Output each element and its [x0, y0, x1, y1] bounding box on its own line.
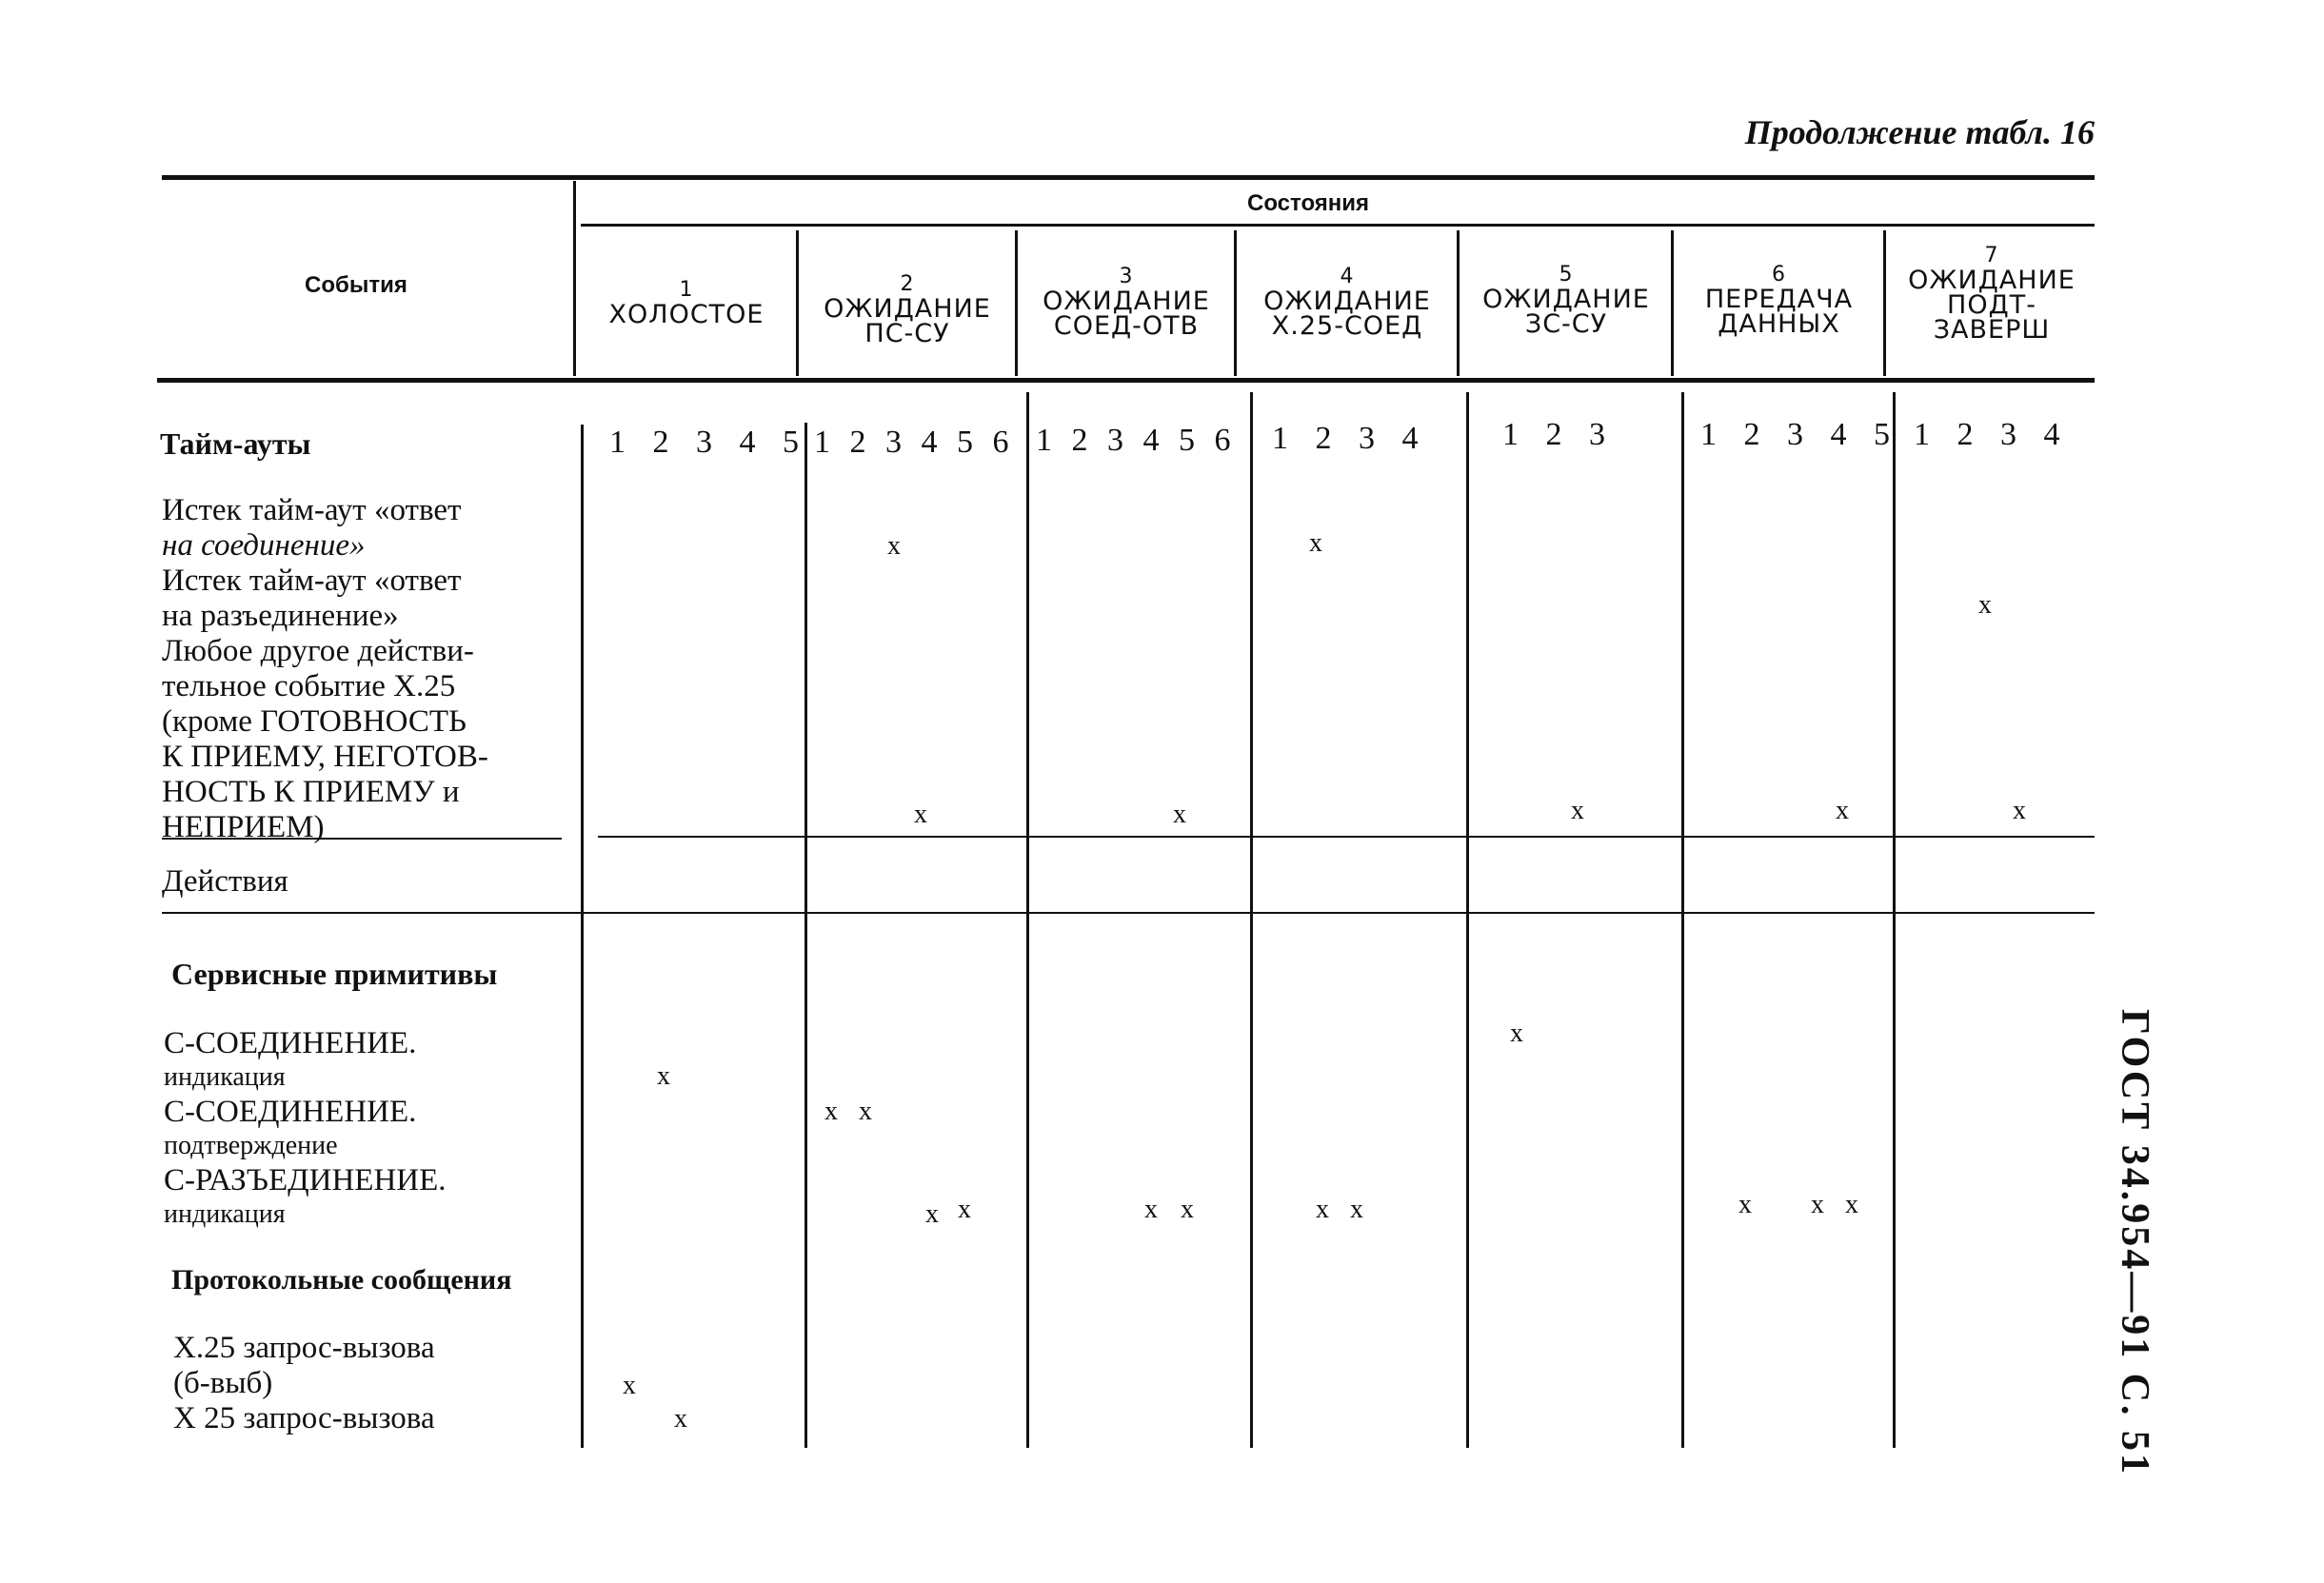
cell-mark: x — [958, 1195, 971, 1224]
states-rule — [581, 224, 2095, 227]
header-divider-2 — [796, 230, 799, 376]
state-5-subnumbers: 1 2 3 — [1502, 417, 1615, 452]
header-divider-5 — [1457, 230, 1460, 376]
state-name-line1: ОЖИДАНИЕ — [1482, 285, 1650, 314]
state-3-subnumbers: 1 2 3 4 5 6 — [1036, 423, 1237, 458]
cell-mark: x — [887, 531, 901, 561]
state-header-3 — [1021, 265, 1232, 339]
body-divider-4 — [1250, 392, 1253, 1448]
table-continuation-caption: Продолжение табл. 16 — [1744, 113, 2095, 151]
cell-mark: x — [1309, 528, 1322, 558]
state-4-subnumbers: 1 2 3 4 — [1272, 421, 1428, 456]
body-divider-5 — [1466, 392, 1469, 1448]
state-name-line2: ДАННЫХ — [1718, 309, 1840, 339]
state-number: 7 — [1984, 244, 1999, 267]
states-column-header: Состояния — [1247, 190, 1370, 216]
state-name-line2: ПС-СУ — [864, 319, 950, 348]
state-name-line1: ОЖИДАНИЕ — [824, 294, 991, 324]
state-name-line3: ЗАВЕРШ — [1933, 315, 2051, 345]
top-rule — [162, 175, 2095, 180]
state-name-line2: ПОДТ- — [1947, 290, 2036, 320]
state-number: 3 — [1119, 265, 1134, 288]
state-number: 1 — [679, 278, 694, 302]
event-text: К ПРИЕМУ, НЕГОТОВ- — [162, 740, 488, 774]
header-divider-7 — [1883, 230, 1886, 376]
event-text: С-РАЗЪЕДИНЕНИЕ. — [164, 1163, 447, 1197]
state-name-line1: ОЖИДАНИЕ — [1908, 266, 2076, 295]
event-text: Истек тайм-аут «ответ — [162, 564, 462, 598]
protocol-messages-section-title: Протокольные сообщения — [171, 1264, 512, 1296]
event-text: Истек тайм-аут «ответ — [162, 493, 462, 527]
header-divider-events — [573, 181, 576, 376]
timeout-response-connect-event — [162, 493, 571, 845]
body-divider-2 — [804, 423, 807, 1448]
cell-mark: x — [1144, 1195, 1158, 1224]
body-divider-7 — [1893, 392, 1896, 1448]
state-header-2 — [802, 272, 1013, 346]
event-text: НЕПРИЕМ) — [162, 810, 325, 844]
service-primitives-section-title: Сервисные примитивы — [171, 957, 498, 991]
event-text: подтверждение — [164, 1131, 338, 1160]
rule-after-actions — [162, 912, 2095, 914]
state-6-subnumbers: 1 2 3 4 5 — [1700, 417, 1899, 452]
event-text: Х 25 запрос-вызова — [173, 1401, 435, 1435]
cell-mark: x — [1316, 1195, 1329, 1224]
event-text: тельное событие Х.25 — [162, 669, 456, 703]
rule-before-actions-left — [162, 838, 562, 840]
header-divider-3 — [1015, 230, 1018, 376]
state-header-7 — [1889, 244, 2095, 343]
cell-mark: x — [1811, 1190, 1824, 1219]
cell-mark: x — [925, 1199, 939, 1229]
event-text: на соединение» — [162, 528, 366, 563]
state-number: 4 — [1340, 265, 1355, 288]
header-divider-6 — [1671, 230, 1674, 376]
state-name-line1: ОЖИДАНИЕ — [1043, 287, 1210, 316]
event-text: (б-выб) — [173, 1366, 273, 1400]
cell-mark: x — [824, 1097, 838, 1126]
body-divider-1 — [581, 425, 584, 1448]
cell-mark: x — [1978, 590, 1992, 620]
event-text: С-СОЕДИНЕНИЕ. — [164, 1026, 417, 1060]
cell-mark: x — [1738, 1190, 1752, 1219]
events-column-header: События — [305, 272, 407, 298]
event-text: Х.25 запрос-вызова — [173, 1331, 435, 1365]
state-number: 2 — [900, 272, 915, 296]
state-header-5 — [1462, 263, 1670, 337]
event-text: С-СОЕДИНЕНИЕ. — [164, 1095, 417, 1129]
body-divider-6 — [1681, 392, 1684, 1448]
state-header-6 — [1677, 263, 1881, 337]
state-name-line2: СОЕД-ОТВ — [1053, 311, 1200, 341]
body-divider-3 — [1026, 392, 1029, 1448]
header-bottom-rule — [157, 378, 2095, 383]
state-name-line2: ЗС-СУ — [1524, 309, 1608, 339]
service-primitives-list — [164, 1026, 447, 1232]
cell-mark: x — [1845, 1190, 1858, 1219]
cell-mark: x — [674, 1404, 687, 1434]
state-1-subnumbers: 1 2 3 4 5 — [609, 425, 808, 460]
cell-mark: x — [1836, 796, 1849, 825]
state-name-line2: Х.25-СОЕД — [1271, 311, 1423, 341]
event-text: НОСТЬ К ПРИЕМУ и — [162, 775, 460, 809]
timeouts-section-title: Тайм-ауты — [160, 426, 311, 461]
event-text: Любое другое действи- — [162, 634, 474, 668]
state-7-subnumbers: 1 2 3 4 — [1914, 417, 2070, 452]
cell-mark: x — [1571, 796, 1584, 825]
state-number: 5 — [1559, 263, 1574, 287]
cell-mark: x — [1510, 1019, 1523, 1048]
cell-mark: x — [1181, 1195, 1194, 1224]
state-name-line1: ПЕРЕДАЧА — [1704, 285, 1854, 314]
state-header-4 — [1240, 265, 1455, 339]
event-text: на разъединение» — [162, 599, 399, 633]
rule-before-actions-cols — [598, 836, 2095, 838]
cell-mark: x — [657, 1061, 670, 1091]
cell-mark: x — [1173, 800, 1186, 829]
event-text: (кроме ГОТОВНОСТЬ — [162, 704, 467, 739]
cell-mark: x — [914, 800, 927, 829]
header-divider-4 — [1234, 230, 1237, 376]
state-name-line1: ОЖИДАНИЕ — [1263, 287, 1431, 316]
cell-mark: x — [2013, 796, 2026, 825]
state-header-1 — [579, 278, 794, 327]
protocol-messages-list — [173, 1331, 435, 1436]
cell-mark: x — [623, 1371, 636, 1400]
event-text: индикация — [164, 1199, 286, 1229]
cell-mark: x — [1350, 1195, 1363, 1224]
state-name-line1: ХОЛОСТОЕ — [608, 300, 765, 329]
event-text: индикация — [164, 1062, 286, 1092]
cell-mark: x — [859, 1097, 872, 1126]
document-id-side-text: ГОСТ 34.954—91 С. 51 — [2113, 1009, 2156, 1477]
state-2-subnumbers: 1 2 3 4 5 6 — [814, 425, 1015, 460]
state-number: 6 — [1772, 263, 1786, 287]
actions-row-label: Действия — [162, 864, 288, 899]
